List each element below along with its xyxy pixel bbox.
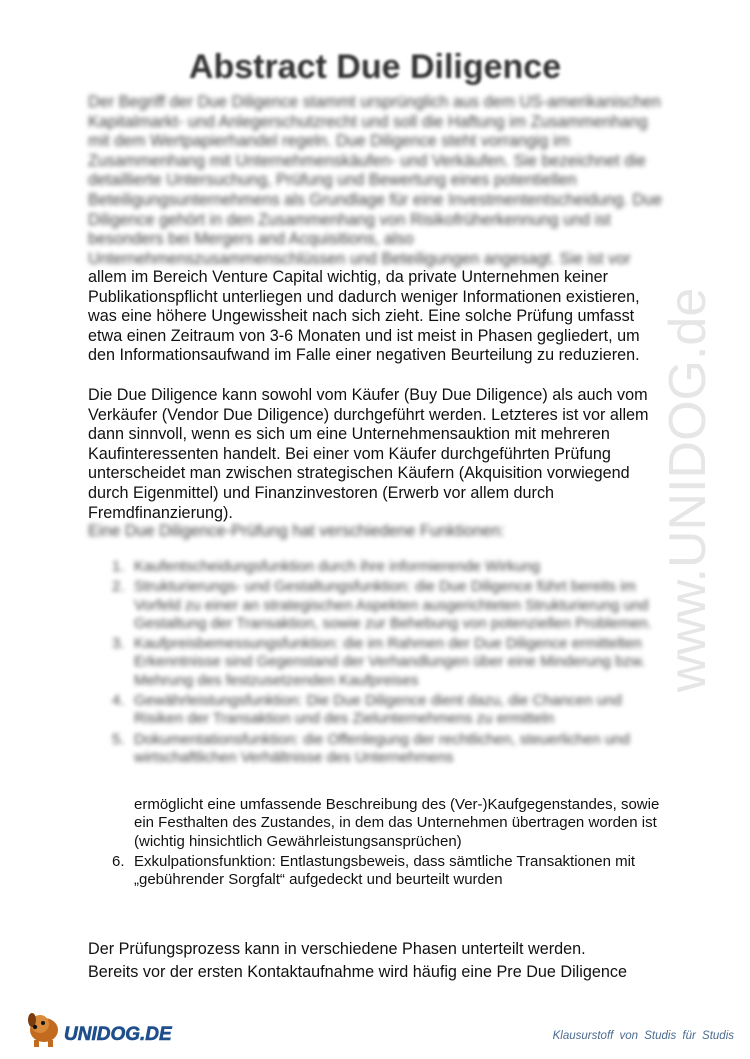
watermark-text: www.UNIDOG.de xyxy=(659,287,717,693)
logo-text: UNIDOG.DE xyxy=(64,1024,172,1045)
list-item-number: 3. xyxy=(112,635,125,653)
footer-tagline: Klausurstoff von Studis für Studis xyxy=(552,1030,734,1042)
list-item-text: Kaufentscheidungsfunktion durch ihre informierende Wirkung xyxy=(134,558,541,575)
blurred-functions-intro: Eine Due Diligence-Prüfung hat verschiedene Funktionen: xyxy=(88,522,505,540)
unidog-logo xyxy=(22,1004,202,1050)
list-item-6-number: 6. xyxy=(112,852,125,870)
paragraph-process-phases: Der Prüfungsprozess kann in verschiedene Phasen unterteilt werden. xyxy=(88,940,586,958)
blurred-intro-paragraph: Der Begriff der Due Diligence stammt ursprünglich aus dem US-amerikanischen Kapitalmarkt- und Anlegerschutzrecht und soll die Haftung im Zusammenhang mit dem Wertpapierhandel regeln. Due Diligence steht vorrangig im Zusammenhang mit Unternehmenskäufen- und Verkäufen. Sie bezeichnet die detaillierte Untersuchung, Prüfung und Bewertung eines potentiellen Beteiligungsunternehmens als Grundlage für eine Investmententscheidung. Due Diligence gehört in den Zusammenhang von Risikofrüherkennung und ist besonders bei Mergers and Acquisitions, also Unternehmenszusammenschlüssen und Beteiligungen angesagt. Sie ist vor xyxy=(88,93,663,268)
list-item-5-text: ermöglicht eine umfassende Beschreibung des (Ver-)Kaufgegenstandes, sowie ein Festhalten des Zustandes, in dem das Unternehmen übertragen worden ist (wichtig hinsichtlich Gewährleistungsansprüchen) xyxy=(134,796,660,850)
list-item-text: Gewährleistungsfunktion: Die Due Diligence dient dazu, die Chancen und Risiken der Transaktion und des Zielunternehmens zu ermitteln xyxy=(134,692,622,728)
list-item-blurred xyxy=(112,578,660,633)
list-item-blurred xyxy=(112,635,660,690)
document-title: Abstract Due Diligence xyxy=(188,48,562,86)
list-item-text: Strukturierungs- und Gestaltungsfunktion: die Due Diligence führt bereits im Vorfeld zu einer an strategischen Aspekten ausgerichteten Strukturierung und Gestaltung der Transaktion, sowie zur Behebung von potenziellen Problemen. xyxy=(134,578,652,632)
list-item-5-continuation xyxy=(112,796,660,851)
list-item-blurred xyxy=(112,558,660,576)
list-item-number: 2. xyxy=(112,578,125,596)
paragraph-venture-capital: allem im Bereich Venture Capital wichtig, da private Unternehmen keiner Publikationspflicht unterliegen und dadurch weniger Informationen existieren, was eine höhere Ungewissheit nach sich zieht. Eine solche Prüfung umfasst etwa einen Zeitraum von 3-6 Monaten und ist meist in Phasen gegliedert, um den Informationsaufwand im Falle einer negativen Beurteilung zu reduzieren. xyxy=(88,268,640,365)
list-item-blurred xyxy=(112,731,660,768)
list-item-6-text: Exkulpationsfunktion: Entlastungsbeweis, dass sämtliche Transaktionen mit „gebührender Sorgfalt“ aufgedeckt und beurteilt wurden xyxy=(134,852,636,889)
list-item-number: 1. xyxy=(112,558,125,575)
paragraph-buyer-vendor: Die Due Diligence kann sowohl vom Käufer (Buy Due Diligence) als auch vom Verkäufer (Vendor Due Diligence) durchgeführt werden. Letzteres ist vor allem dann sinnvoll, wenn es sich um eine Unternehmensauktion mit mehreren Kaufinteressenten handelt. Bei einer vom Käufer durchgeführten Prüfung unterscheidet man zwischen strategischen Käufern (Akquisition vorwiegend durch Eigenmittel) und Finanzinvestoren (Erwerb vor allem durch Fremdfinanzierung). xyxy=(88,386,649,522)
list-item-number: 5. xyxy=(112,730,125,748)
list-item-6 xyxy=(112,853,660,890)
list-item-number: 4. xyxy=(112,692,125,710)
functions-list-sharp xyxy=(112,796,660,889)
list-item-text: Kaufpreisbemessungsfunktion: die im Rahmen der Due Diligence ermittelten Erkenntnisse sind Gegenstand der Verhandlungen über eine Minderung bzw. Mehrung des festzusetzenden Kaufpreises xyxy=(134,635,646,689)
unidog-watermark xyxy=(659,250,745,730)
list-item-blurred xyxy=(112,692,660,729)
dog-mascot-icon xyxy=(28,1013,58,1047)
functions-list-blurred xyxy=(112,558,660,792)
list-item-text: Dokumentationsfunktion: die Offenlegung der rechtlichen, steuerlichen und wirtschaftlichen Verhältnisse des Unternehmens xyxy=(134,730,630,766)
paragraph-pre-due-diligence: Bereits vor der ersten Kontaktaufnahme wird häufig eine Pre Due Diligence xyxy=(88,963,627,981)
